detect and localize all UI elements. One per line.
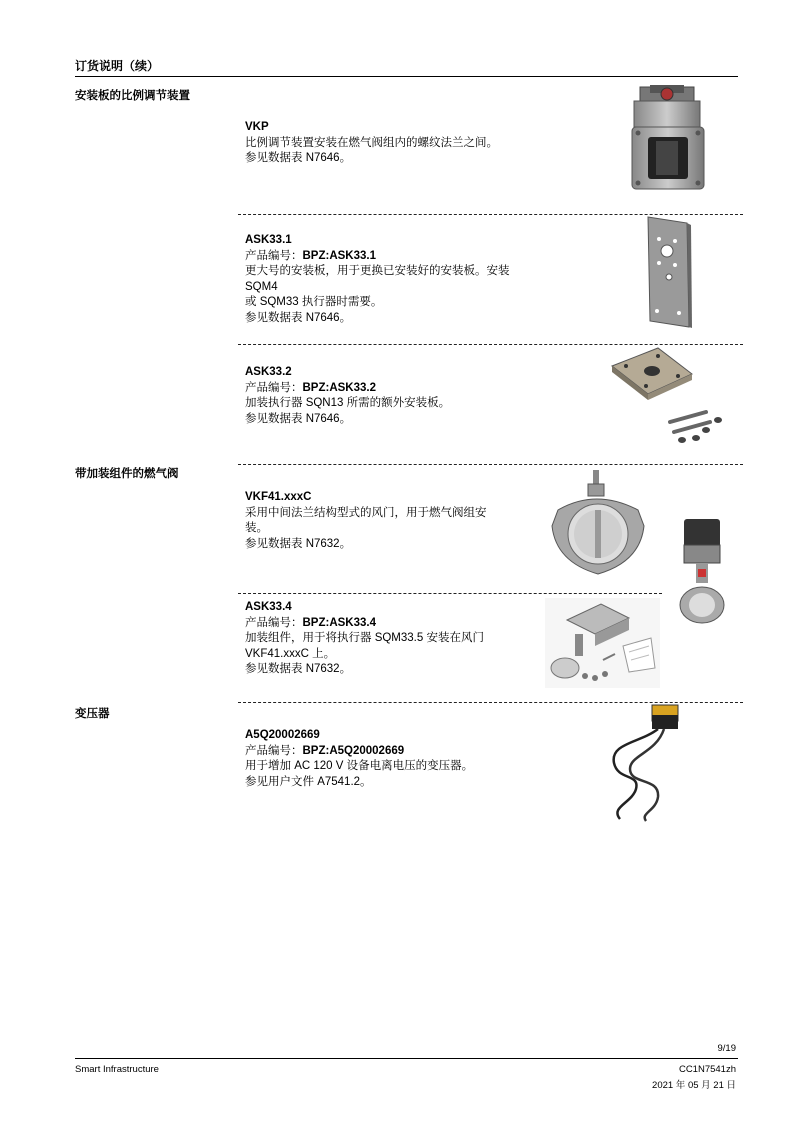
entry-title: VKF41.xxxC bbox=[245, 491, 312, 503]
code-prefix: 产品编号： bbox=[245, 744, 303, 757]
entry-title: ASK33.2 bbox=[245, 366, 292, 378]
valve-actuator-product-image bbox=[670, 515, 735, 627]
entry-line: 参见数据表 N7646。 bbox=[245, 412, 352, 425]
entry-title: ASK33.1 bbox=[245, 234, 292, 246]
separator bbox=[238, 464, 743, 465]
separator bbox=[238, 344, 743, 345]
product-code: BPZ:ASK33.1 bbox=[302, 249, 376, 262]
entry-line: 或 SQM33 执行器时需要。 bbox=[245, 296, 383, 308]
ask33-4-product-image bbox=[545, 598, 660, 688]
entry-line: 参见数据表 N7632。 bbox=[245, 663, 352, 675]
entry-line: 比例调节装置安装在燃气阀组内的螺纹法兰之间。 bbox=[245, 136, 498, 149]
entry-line: 参见数据表 N7646。 bbox=[245, 311, 352, 324]
section-title-mounting-plate: 安装板的比例调节装置 bbox=[75, 90, 190, 102]
ask33-2-product-image bbox=[610, 348, 730, 448]
page-number: 9/19 bbox=[717, 1043, 736, 1054]
entry-ask33-1 bbox=[245, 233, 545, 326]
product-code-line bbox=[245, 249, 545, 265]
entry-title: VKP bbox=[245, 121, 269, 133]
entry-line: 用于增加 AC 120 V 设备电离电压的变压器。 bbox=[245, 760, 474, 772]
entry-line: 更大号的安装板，用于更换已安装好的安装板。安装 SQM4 bbox=[245, 265, 510, 293]
entry-vkp bbox=[245, 120, 545, 167]
section-title-gas-valve: 带加装组件的燃气阀 bbox=[75, 468, 179, 480]
entry-line: 加装执行器 SQN13 所需的额外安装板。 bbox=[245, 397, 451, 409]
entry-line: VKF41.xxxC 上。 bbox=[245, 647, 336, 660]
entry-title: ASK33.4 bbox=[245, 601, 292, 613]
page-header-title: 订货说明（续） bbox=[75, 59, 160, 73]
product-code: BPZ:ASK33.2 bbox=[302, 381, 376, 394]
product-code: BPZ:A5Q20002669 bbox=[302, 744, 405, 757]
entry-line: 采用中间法兰结构型式的风门，用于燃气阀组安 bbox=[245, 506, 487, 519]
product-code-line bbox=[245, 381, 545, 397]
code-prefix: 产品编号： bbox=[245, 249, 303, 262]
entry-line: 参见数据表 N7646。 bbox=[245, 152, 352, 164]
code-prefix: 产品编号： bbox=[245, 616, 303, 629]
vkf41-product-image bbox=[548, 470, 648, 580]
ask33-1-product-image bbox=[645, 215, 695, 330]
entry-line: 参见用户文件 A7541.2。 bbox=[245, 775, 372, 788]
entry-ask33-4 bbox=[245, 600, 545, 678]
entry-line: 加装组件，用于将执行器 SQM33.5 安装在风门 bbox=[245, 632, 484, 644]
product-code-line bbox=[245, 616, 545, 632]
footer-doc-id: CC1N7541zh bbox=[678, 1064, 736, 1075]
footer-rule bbox=[75, 1058, 738, 1059]
entry-a5q20002669 bbox=[245, 728, 545, 790]
vkp-product-image bbox=[628, 85, 708, 195]
entry-ask33-2 bbox=[245, 365, 545, 427]
entry-line: 装。 bbox=[245, 522, 268, 534]
footer-company: Smart Infrastructure bbox=[75, 1064, 159, 1075]
product-code-line bbox=[245, 744, 545, 760]
transformer-product-image bbox=[600, 703, 690, 823]
header-rule bbox=[75, 76, 738, 77]
product-code: BPZ:ASK33.4 bbox=[302, 616, 376, 629]
section-title-transformer: 变压器 bbox=[75, 708, 110, 720]
entry-vkf41 bbox=[245, 490, 525, 552]
entry-line: 参见数据表 N7632。 bbox=[245, 537, 352, 550]
entry-title: A5Q20002669 bbox=[245, 729, 320, 741]
code-prefix: 产品编号： bbox=[245, 381, 303, 394]
separator bbox=[238, 593, 662, 594]
footer-date: 2021 年 05 月 21 日 bbox=[652, 1080, 736, 1091]
